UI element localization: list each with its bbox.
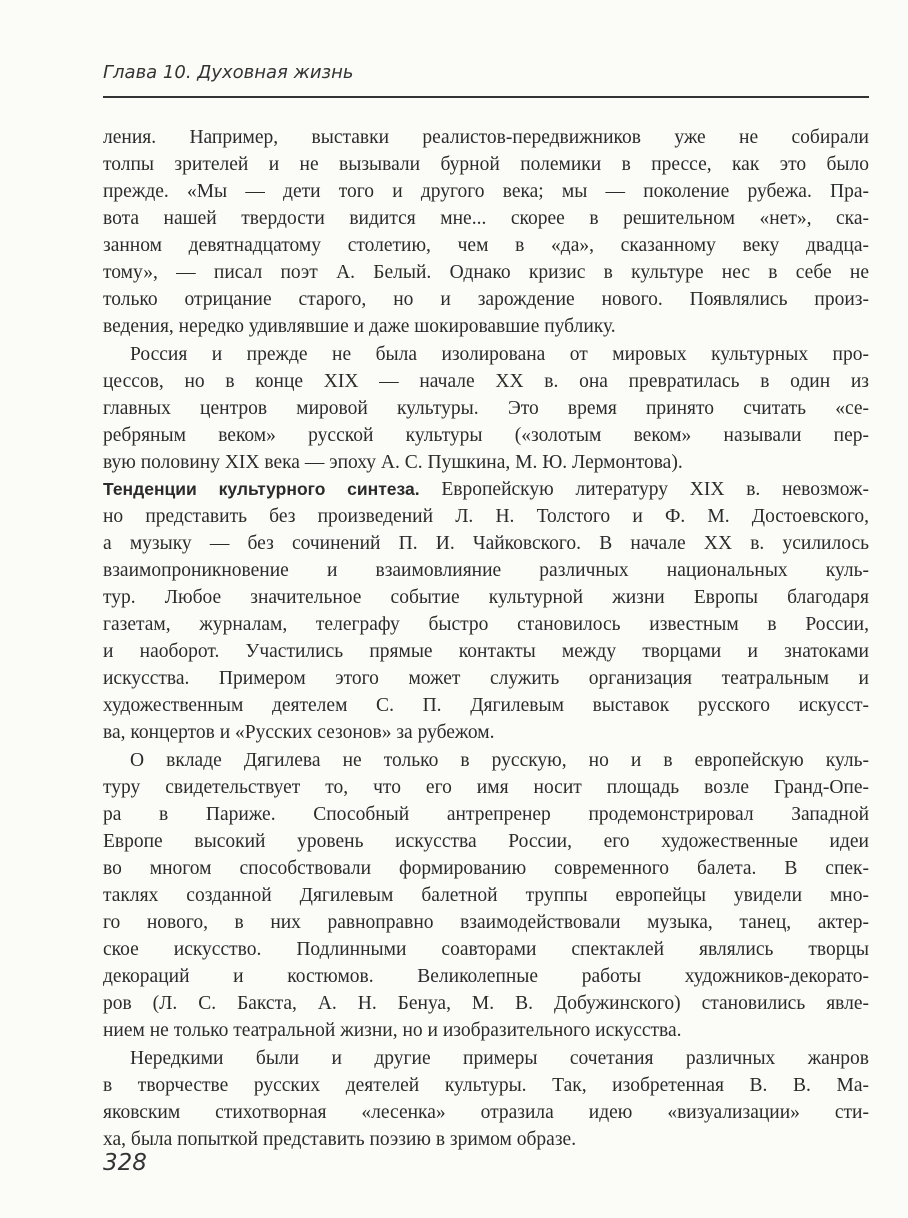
text-line: и наоборот. Участились прямые контакты между творцами и знатоками [103,641,869,662]
text-line: ления. Например, выставки реалистов-передвижников уже не собирали [103,127,869,148]
text-line: вота нашей твердости видится мне... скорее в решительном «нет», ска- [103,208,869,229]
text-line: го нового, в них равноправно взаимодействовали музыка, танец, актер- [103,912,869,933]
text-line: тому», — писал поэт А. Белый. Однако кризис в культуре нес в себе не [103,262,869,283]
header-rule [103,96,869,98]
paragraph [103,746,869,1044]
text-line: занном девятнадцатому столетию, чем в «да», сказанному веку двадца- [103,235,869,256]
body-text [103,124,869,1153]
chapter-header: Глава 10. Духовная жизнь [103,62,354,83]
text-line: а музыку — без сочинений П. И. Чайковского. В начале XX в. усилилось [103,533,869,554]
text-line: ра в Париже. Способный антрепренер продемонстрировал Западной [103,804,869,825]
text-line: вую половину XIX века — эпоху А. С. Пушкина, М. Ю. Лермонтова). [103,452,683,473]
text-line: таклях созданной Дягилевым балетной труппы европейцы увидели мно- [103,885,869,906]
text-line: нием не только театральной жизни, но и изобразительного искусства. [103,1020,682,1041]
text-line: ведения, нередко удивлявшие и даже шокировавшие публику. [103,316,616,337]
text-line: О вкладе Дягилева не только в русскую, но и в европейскую куль- [130,750,869,771]
text-line: Россия и прежде не была изолирована от мировых культурных про- [130,344,869,365]
page-number: 328 [103,1150,147,1176]
text-line: ва, концертов и «Русских сезонов» за рубежом. [103,722,495,743]
text-line: во многом способствовали формированию современного балета. В спек- [103,858,869,879]
text-line: декораций и костюмов. Великолепные работы художников-декорато- [103,966,869,987]
text-line: газетам, журналам, телеграфу быстро становилось известным в России, [103,614,869,635]
text-line: ское искусство. Подлинными соавторами спектаклей являлись творцы [103,939,869,960]
text-run: Европейскую литературу XIX в. невозмож- [419,479,869,500]
text-line: Нередкими были и другие примеры сочетания различных жанров [130,1048,869,1069]
text-line: ребряным веком» русской культуры («золотым веком» называли пер- [103,425,869,446]
text-line: художественным деятелем С. П. Дягилевым выставок русского искусст- [103,695,869,716]
paragraph [103,1044,869,1153]
text-line: только отрицание старого, но и зарождение нового. Появлялись произ- [103,289,869,310]
text-line: ров (Л. С. Бакста, А. Н. Бенуа, М. В. Добужинского) становились явле- [103,993,869,1014]
section-heading: Тенденции культурного синтеза. [103,479,420,499]
text-line: главных центров мировой культуры. Это время принято считать «се- [103,398,869,419]
text-line: толпы зрителей и не вызывали бурной полемики в прессе, как это было [103,154,869,175]
paragraph [103,476,869,746]
text-line: туру свидетельствует то, что его имя носит площадь возле Гранд-Опе- [103,777,869,798]
text-line: тур. Любое значительное событие культурной жизни Европы благодаря [103,587,869,608]
text-line: взаимопроникновение и взаимовлияние различных национальных куль- [103,560,869,581]
text-line: в творчестве русских деятелей культуры. Так, изобретенная В. В. Ма- [103,1075,869,1096]
paragraph [103,340,869,476]
paragraph [103,124,869,340]
text-line: ха, была попыткой представить поэзию в зримом образе. [103,1129,577,1150]
text-line: Европе высокий уровень искусства России, его художественные идеи [103,831,869,852]
text-line [103,476,869,503]
text-line: яковским стихотворная «лесенка» отразила идею «визуализации» сти- [103,1102,869,1123]
text-line: но представить без произведений Л. Н. Толстого и Ф. М. Достоевского, [103,506,869,527]
text-line: искусства. Примером этого может служить организация театральным и [103,668,869,689]
text-line: цессов, но в конце XIX — начале XX в. она превратилась в один из [103,371,869,392]
text-line: прежде. «Мы — дети того и другого века; мы — поколение рубежа. Пра- [103,181,869,202]
